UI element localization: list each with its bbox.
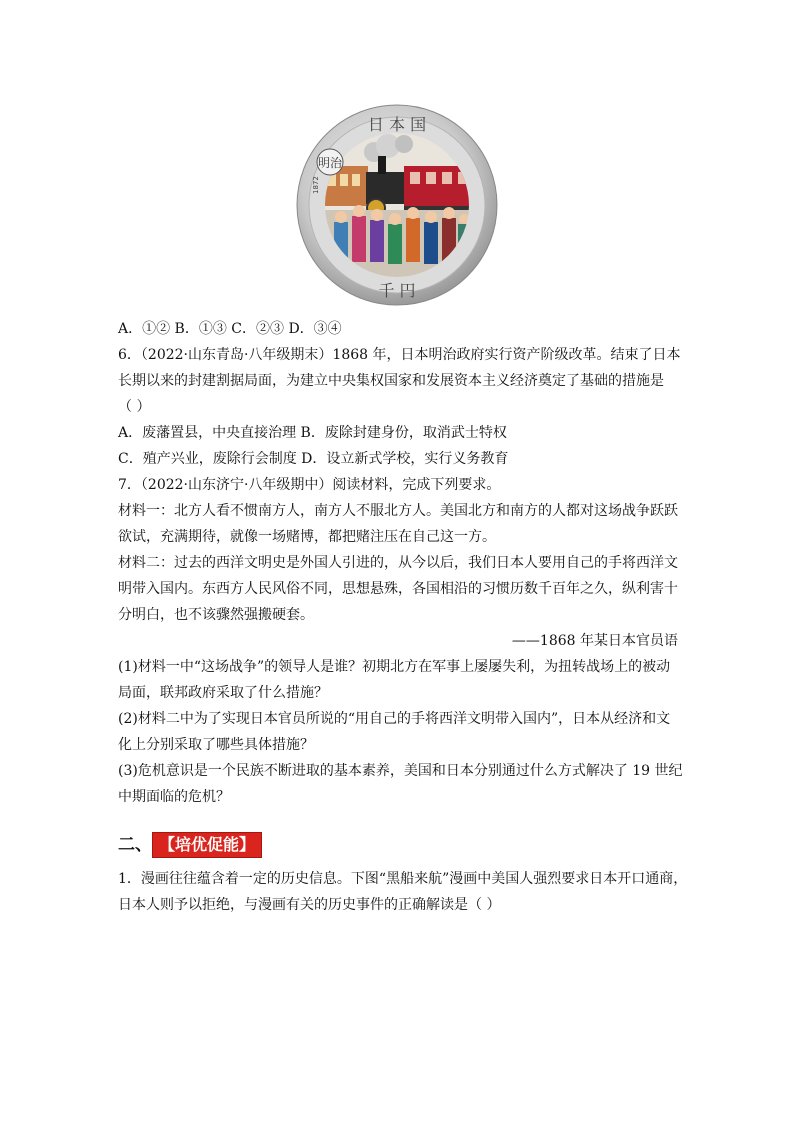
q5-options: A．①② B．①③ C．②③ D．③④ [118,321,342,337]
question-6 [118,342,681,472]
document-body [118,316,688,918]
q6-options-cd: C．殖产兴业，废除行会制度 D．设立新式学校，实行义务教育 [118,451,509,467]
coin-left-caption: 1872 [312,176,320,194]
q7-material2-line1: 材料二：过去的西洋文明史是外国人引进的，从今以后，我们日本人要用自己的手将西洋文 [118,555,678,571]
section-2-question-1 [118,866,688,918]
q7-sub2-line2: 化上分别采取了哪些具体措施？ [118,737,314,753]
coin-image [296,104,498,306]
section-2-heading [118,830,678,860]
coin-era-stamp [317,149,343,175]
coin-era-text: 明治 [317,156,343,170]
q7-source: ——1868 年某日本官员语 [511,633,678,649]
section-2-badge: 【培优促能】 [152,832,262,858]
q7-material1-line2: 欲试，充满期待，就像一场赌博，都把赌注压在自己这一方。 [118,529,496,545]
q7-sub1-line2: 局面，联邦政府采取了什么措施？ [118,685,328,701]
q6-stem-line3: （ ） [118,399,151,415]
q7-material2-line2: 明带入国内。东西方人民风俗不同，思想悬殊，各国相沿的习惯历数千百年之久，纵利害十 [118,581,678,597]
q7-sub2-line1: (2)材料二中为了实现日本官员所说的“用自己的手将西洋文明带入国内”，日本从经济和文 [118,711,671,727]
s2q1-line2: 日本人则予以拒绝，与漫画有关的历史事件的正确解读是（ ） [118,897,501,913]
q7-stem: 7．（2022·山东济宁·八年级期中）阅读材料，完成下列要求。 [118,477,501,493]
q7-material1-line1: 材料一：北方人看不惯南方人，南方人不服北方人。美国北方和南方的人都对这场战争跃跃 [118,503,678,519]
s2q1-line1: 1．漫画往往蕴含着一定的历史信息。下图“黑船来航”漫画中美国人强烈要求日本开口通商， [118,871,688,887]
q6-stem-line2: 长期以来的封建割据局面，为建立中央集权国家和发展资本主义经济奠定了基础的措施是 [118,373,664,389]
q7-sub1-line1: (1)材料一中“这场战争”的领导人是谁？初期北方在军事上屡屡失利，为扭转战场上的被动 [118,659,671,675]
q7-sub3-line1: (3)危机意识是一个民族不断进取的基本素养，美国和日本分别通过什么方式解决了 19 世纪 [118,763,683,779]
q7-sub3-line2: 中期面临的危机？ [118,789,230,805]
question-7 [118,472,683,810]
coin-top-text: 日 本 国 [367,115,427,134]
section-2-prefix: 二、 [118,835,152,855]
q6-stem-line1: 6．（2022·山东青岛·八年级期末）1868 年，日本明治政府实行资产阶级改革。结束了日本 [118,347,681,363]
coin-illustration [296,104,498,306]
coin-bottom-text: 千 円 [378,281,416,300]
q6-options-ab: A．废藩置县，中央直接治理 B．废除封建身份，取消武士特权 [118,425,507,441]
q7-material2-line3: 分明白，也不该骤然强搬硬套。 [118,607,314,623]
